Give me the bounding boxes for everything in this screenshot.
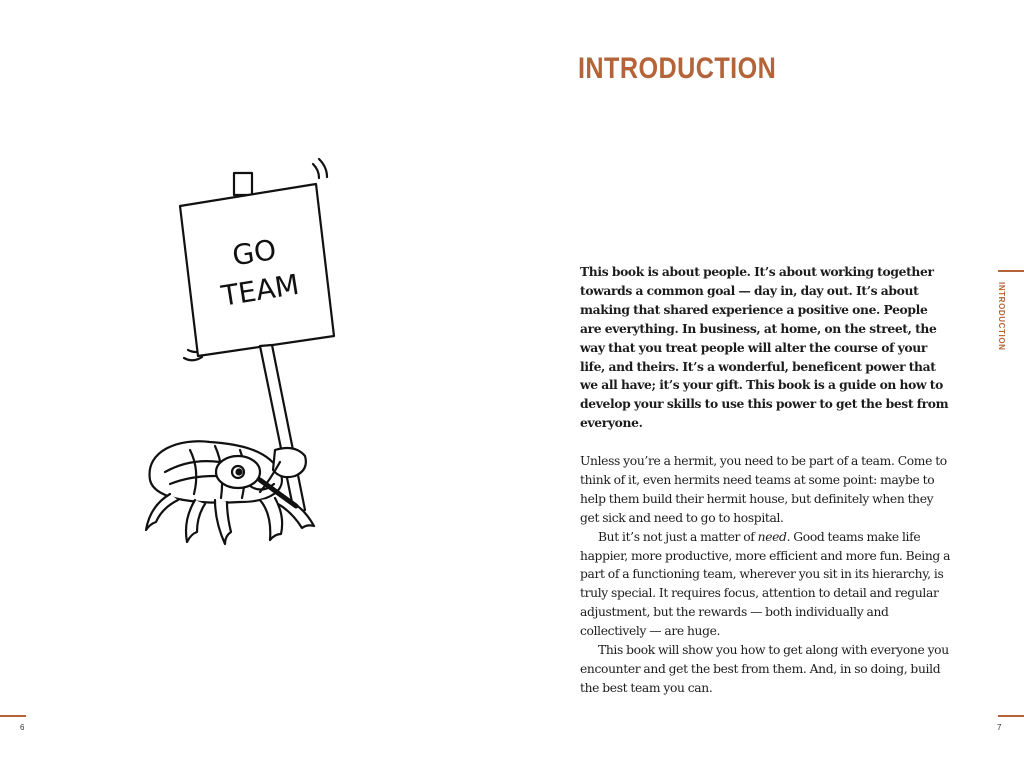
side-tab-rule <box>998 270 1024 272</box>
paragraph-3: This book will show you how to get along with everyone you encounter and get the best from them. And, in so doing, build the best team you can. <box>580 643 949 695</box>
hermit-crab-go-team-illustration <box>110 150 350 570</box>
lead-paragraph: This book is about people. It’s about working together towards a common goal — day in, day out. It’s about making that shared experience a positive one. People are everything. In business, at home, on the street, the way that you treat people will alter the course of your life, and theirs. It’s a wonderful, beneficent power that we all have; it’s your gift. This book is a guide on how to develop your skills to use this power to get the best from everyone. <box>580 264 949 431</box>
crab-claw-holding <box>273 448 306 477</box>
paragraph-2-emphasis: need <box>757 529 787 544</box>
paragraph-2 <box>580 528 952 641</box>
sign-text-team: TEAM <box>219 267 302 313</box>
paragraph-2-start: But it’s not just a matter of <box>598 529 758 544</box>
chapter-title: INTRODUCTION <box>578 52 777 85</box>
signboard <box>180 184 334 356</box>
page-number-right: 7 <box>997 723 1002 732</box>
motion-mark-top <box>313 164 319 178</box>
page-number-left: 6 <box>20 723 25 732</box>
page-number-rule-left <box>0 715 26 717</box>
paragraph-1: Unless you’re a hermit, you need to be part of a team. Come to think of it, even hermits need teams at some point: maybe to help them build their hermit house, but definitely when they get sick and need to go to hospital. <box>580 454 947 525</box>
sign-text-go: GO <box>230 232 279 273</box>
crab-leg <box>146 494 178 530</box>
crab-eye <box>237 470 242 475</box>
page-number-rule-right <box>998 715 1024 717</box>
side-tab-label: INTRODUCTION <box>997 282 1006 351</box>
paragraph-2-end: . Good teams make life happier, more productive, more efficient and more fun. Being a part of a functioning team, wherever you sit in its hierarchy, is truly special. It requires focus, attention to detail and regular adjustment, but the rewards — both individually and collectively — are huge. <box>580 529 951 639</box>
sign-post-top <box>234 173 252 195</box>
body-text <box>580 263 952 698</box>
